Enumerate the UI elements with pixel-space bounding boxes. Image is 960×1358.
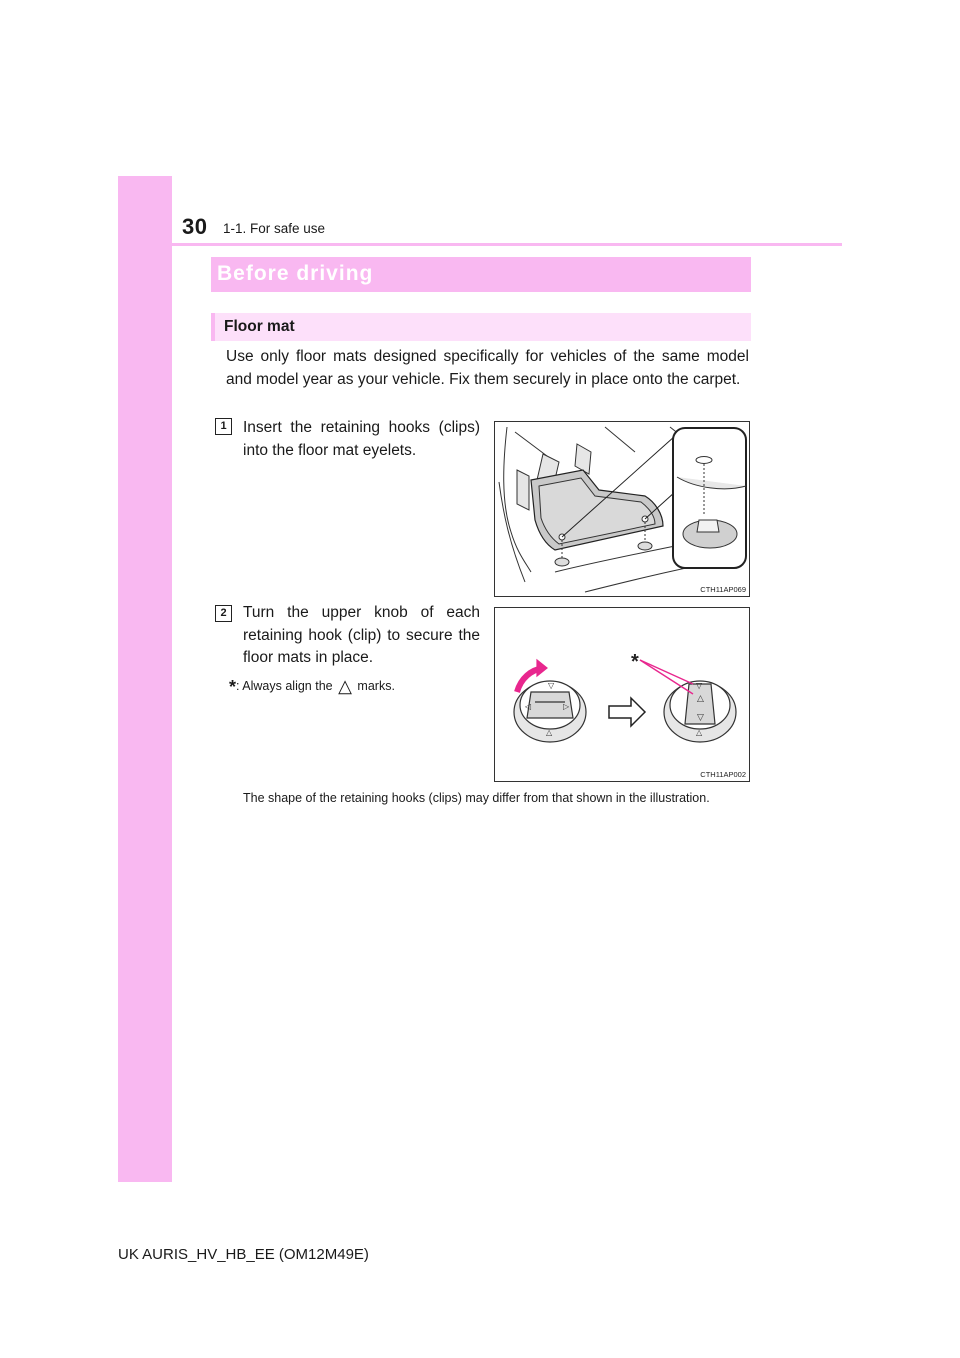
figure-2-callout-asterisk: *: [631, 651, 639, 673]
section-breadcrumb: 1-1. For safe use: [223, 221, 326, 236]
svg-text:▽: ▽: [548, 681, 555, 690]
step-number-1: 1: [215, 418, 232, 435]
illustration-note: The shape of the retaining hooks (clips) may differ from that shown in the illustration.: [243, 791, 710, 805]
figure-1-code: CTH11AP069: [700, 585, 746, 594]
footnote-prefix: : Always align the: [236, 679, 333, 693]
figure-2-code: CTH11AP002: [700, 770, 746, 779]
footnote: [229, 676, 395, 698]
intro-paragraph: Use only floor mats designed specifically for vehicles of the same model and model year as your vehicle. Fix them securely in place onto the carpet.: [226, 348, 749, 388]
subsection-accent: [211, 313, 215, 341]
step-1-text: Insert the retaining hooks (clips) into the floor mat eyelets.: [243, 419, 480, 459]
floor-mat-drawing: [495, 422, 749, 596]
step-2-text: Turn the upper knob of each retaining hook (clip) to secure the floor mats in place.: [243, 604, 480, 666]
svg-text:△: △: [697, 694, 704, 704]
svg-text:△: △: [696, 728, 703, 737]
svg-text:▷: ▷: [563, 702, 570, 711]
chapter-sidebar-tab: [118, 176, 172, 1182]
triangle-mark-icon: △: [338, 676, 352, 696]
svg-text:◁: ◁: [525, 702, 532, 711]
document-footer: UK AURIS_HV_HB_EE (OM12M49E): [118, 1246, 369, 1263]
subsection-heading-bar: [211, 313, 751, 341]
footnote-asterisk: *: [229, 677, 237, 697]
header-divider: [118, 243, 842, 246]
footnote-suffix: marks.: [357, 679, 395, 693]
svg-text:▽: ▽: [696, 681, 703, 690]
hook-turn-drawing: [495, 608, 749, 781]
svg-text:△: △: [546, 728, 553, 737]
retaining-hook-turn-illustration: [494, 607, 750, 782]
page-title-bar: [211, 257, 751, 292]
floor-mat-hook-illustration: [494, 421, 750, 597]
subsection-heading: Floor mat: [224, 318, 295, 335]
step-number-2: 2: [215, 605, 232, 622]
page-title: Before driving: [217, 262, 374, 285]
page-number: 30: [182, 214, 208, 239]
svg-text:▽: ▽: [697, 713, 704, 723]
